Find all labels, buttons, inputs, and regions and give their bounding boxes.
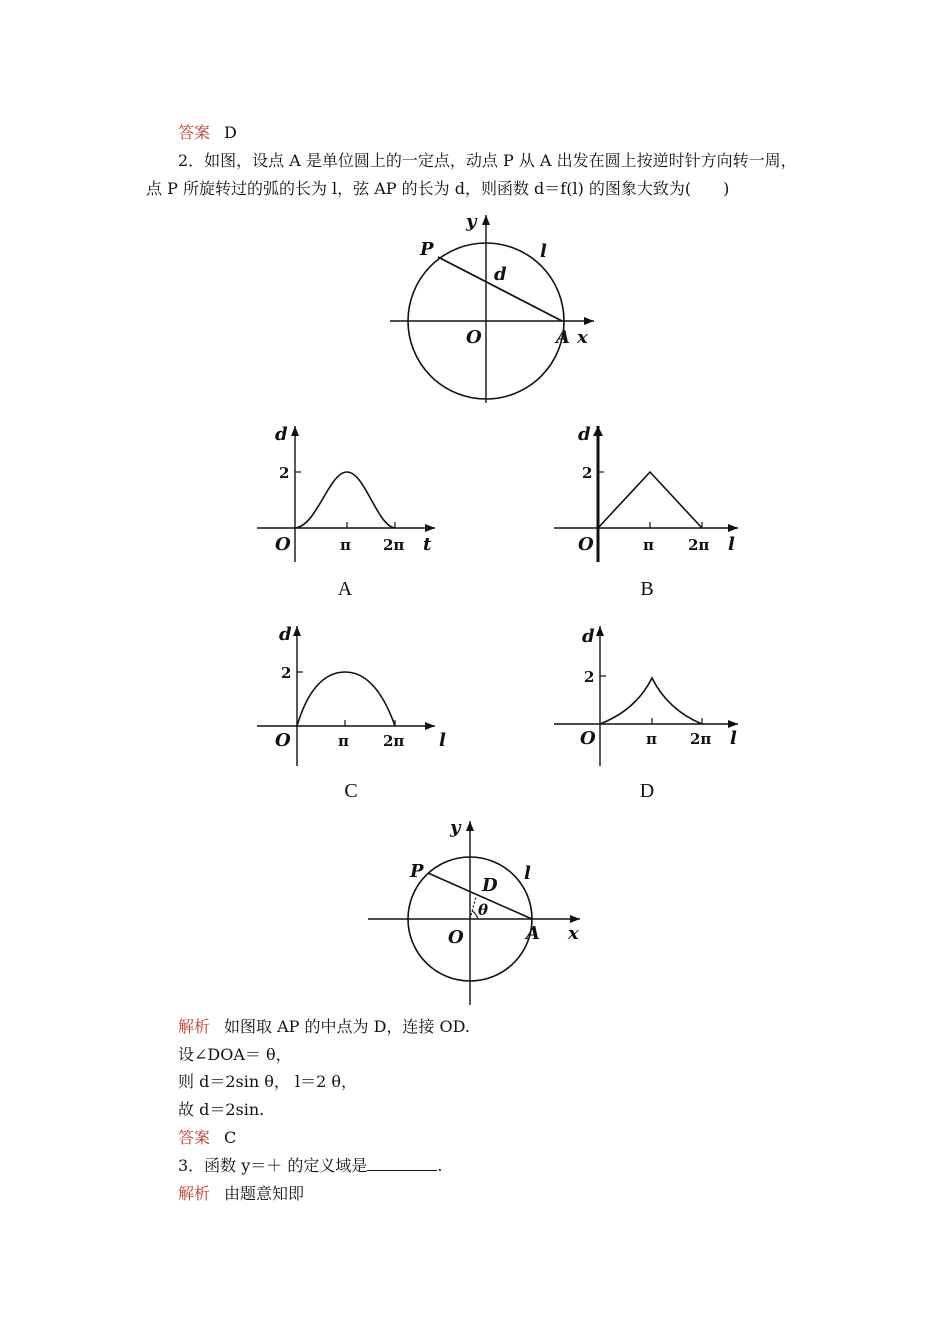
question-2-line-1: 2．如图，设点 A 是单位圆上的一定点，动点 P 从 A 出发在圆上按逆时针方向转一周， (178, 151, 797, 170)
option-c-o-label: O (275, 730, 291, 751)
question-3-suffix: . (437, 1156, 443, 1175)
fig1-x-label: x (577, 327, 588, 348)
option-c-y-arrow (293, 626, 301, 636)
fig2-l-label: l (524, 863, 531, 884)
option-d-graph (552, 620, 747, 770)
option-c-pi-label: π (338, 732, 349, 750)
solution-circle-figure (360, 815, 590, 1010)
answer-value: D (224, 123, 237, 142)
option-d-two-label: 2 (584, 668, 595, 686)
solution-label: 解析 (178, 1017, 211, 1036)
solution2-text: 由题意知即 (224, 1184, 305, 1203)
option-a-pi-label: π (340, 536, 351, 554)
option-b-caption: B (640, 578, 654, 600)
fig2-x-label: x (568, 923, 579, 944)
option-c-curve (297, 672, 395, 726)
option-b-pi-label: π (643, 536, 654, 554)
solution2-line (178, 1183, 304, 1205)
option-a-2pi-label: 2π (383, 536, 405, 554)
option-a-d-label: d (275, 424, 288, 445)
option-b-l-label: l (728, 534, 735, 555)
answer-blank (367, 1156, 437, 1171)
option-c-l-label: l (439, 730, 446, 751)
option-d-x-arrow (728, 720, 738, 728)
fig2-od-segment (470, 897, 476, 919)
option-d-pi-label: π (646, 730, 657, 748)
solution-line-4: 故 d＝2sin. (178, 1100, 265, 1119)
option-c-graph (255, 620, 455, 770)
fig2-y-label: y (450, 817, 461, 838)
option-d-2pi-label: 2π (690, 730, 712, 748)
option-a-o-label: O (275, 534, 291, 555)
option-c-caption: C (344, 780, 358, 802)
fig2-p-label: P (410, 861, 424, 882)
solution-line-1 (178, 1016, 470, 1038)
option-b-two-label: 2 (582, 464, 593, 482)
fig2-o-label: O (448, 927, 464, 948)
option-a-y-arrow (291, 426, 299, 436)
option-b-o-label: O (578, 534, 594, 555)
option-b-x-arrow (728, 524, 738, 532)
fig2-a-label: A (526, 923, 540, 944)
solution-line-3: 则 d＝2sin θ， l＝2 θ， (178, 1072, 357, 1091)
answer-line-1 (178, 122, 237, 144)
question-3-line (178, 1155, 443, 1177)
solution-line-2: 设∠DOA＝ θ， (178, 1045, 292, 1064)
option-b-d-label: d (578, 424, 591, 445)
option-d-o-label: O (580, 728, 596, 749)
option-b-graph (552, 420, 747, 570)
option-c-2pi-label: 2π (383, 732, 405, 750)
unit-circle-figure (380, 205, 600, 405)
option-d-d-label: d (582, 626, 595, 647)
fig1-o-label: O (466, 327, 482, 348)
option-a-graph (255, 420, 445, 570)
fig2-d-label: D (482, 875, 498, 896)
question-2-line-2: 点 P 所旋转过的弧的长为 l，弦 AP 的长为 d，则函数 d＝f(l) 的图象大致为( ) (146, 179, 730, 198)
option-d-y-arrow (596, 626, 604, 636)
answer-label: 答案 (178, 123, 211, 142)
option-d-caption: D (639, 780, 655, 802)
answer-line-2 (178, 1127, 236, 1149)
option-d-curve (600, 678, 702, 724)
option-b-y-arrow (593, 426, 603, 436)
option-c-d-label: d (279, 624, 292, 645)
fig2-theta-label: θ (478, 901, 489, 919)
fig1-l-label: l (540, 241, 547, 262)
option-b-2pi-label: 2π (688, 536, 710, 554)
option-a-t-label: t (423, 534, 432, 555)
answer2-label: 答案 (178, 1128, 211, 1147)
answer2-value: C (224, 1128, 237, 1147)
option-d-l-label: l (730, 728, 737, 749)
fig1-d-label: d (494, 264, 507, 285)
option-a-caption: A (337, 578, 353, 600)
x-axis-arrow (584, 317, 594, 325)
fig1-p-label: P (420, 239, 434, 260)
option-a-x-arrow (425, 524, 435, 532)
solution2-label: 解析 (178, 1184, 211, 1203)
fig1-y-label: y (466, 211, 477, 232)
fig2-x-arrow (570, 915, 580, 923)
option-b-curve (598, 472, 702, 528)
option-c-x-arrow (425, 722, 435, 730)
option-a-curve (295, 472, 395, 528)
fig2-y-arrow (466, 821, 474, 831)
fig1-a-label: A (556, 327, 570, 348)
option-c-two-label: 2 (281, 664, 292, 682)
solution-text-1: 如图取 AP 的中点为 D，连接 OD. (224, 1017, 470, 1036)
option-a-two-label: 2 (279, 464, 290, 482)
y-axis-arrow (482, 215, 490, 225)
question-3-prefix: 3．函数 y＝＋ 的定义域是 (178, 1156, 368, 1175)
